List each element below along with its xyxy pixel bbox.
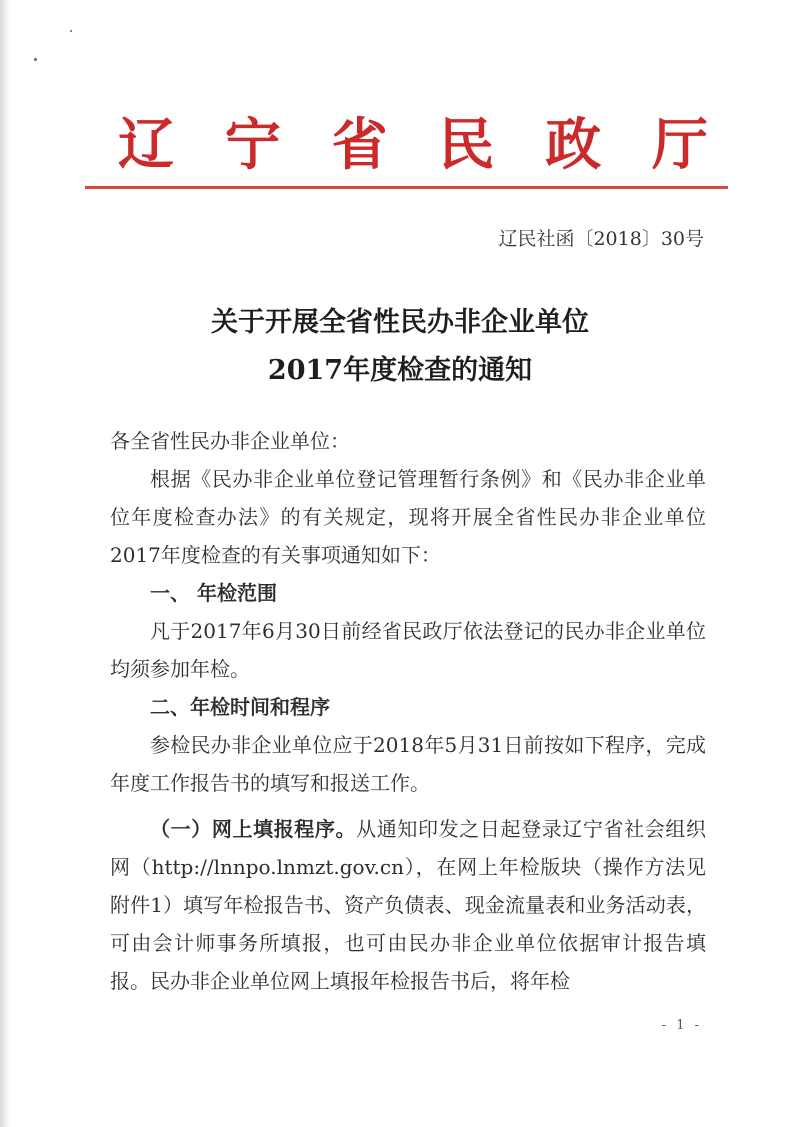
page-number: - 1 - — [661, 1018, 702, 1033]
header-char: 民 — [438, 112, 495, 178]
scan-edge-shadow — [0, 0, 10, 1127]
scan-speck — [34, 58, 37, 61]
header-char: 辽 — [118, 112, 174, 178]
salutation: 各全省性民办非企业单位： — [110, 429, 350, 453]
header-char: 厅 — [651, 112, 708, 178]
subsection-1-paragraph — [110, 810, 706, 1000]
document-number: 辽民社函〔2018〕30号 — [498, 228, 704, 250]
document-title-line-2: 2017年度检查的通知 — [267, 355, 533, 386]
issuing-authority-header — [118, 108, 708, 182]
header-char: 政 — [545, 112, 602, 178]
section-2-heading: 二、年检时间和程序 — [150, 695, 330, 719]
subsection-1-text: 从通知印发之日起登录辽宁省社会组织网（http://lnnpo.lnmzt.gov.cn），在网上年检版块（操作方法见附件1）填写年检报告书、资产负债表、现金流量表和业务活动表，可由会计师事务所填报，也可由民办非企业单位依据审计报告填报。民办非企业单位网上填报年检报告书后，将年检 — [110, 817, 707, 993]
scan-speck — [70, 30, 72, 32]
section-2-text: 参检民办非企业单位应于2018年5月31日前按如下程序，完成年度工作报告书的填写和报送工作。 — [110, 733, 706, 795]
document-title-line-1: 关于开展全省性民办非企业单位 — [211, 307, 589, 338]
section-1-heading: 一、 年检范围 — [150, 581, 277, 605]
section-1-text: 凡于2017年6月30日前经省民政厅依法登记的民办非企业单位均须参加年检。 — [110, 619, 706, 681]
header-char: 省 — [331, 112, 388, 178]
header-red-rule — [85, 186, 728, 189]
subsection-1-heading: （一）网上填报程序。 — [150, 817, 357, 841]
header-char: 宁 — [224, 112, 281, 178]
intro-paragraph: 根据《民办非企业单位登记管理暂行条例》和《民办非企业单位年度检查办法》的有关规定，现将开展全省性民办非企业单位2017年度检查的有关事项通知如下： — [110, 467, 706, 567]
